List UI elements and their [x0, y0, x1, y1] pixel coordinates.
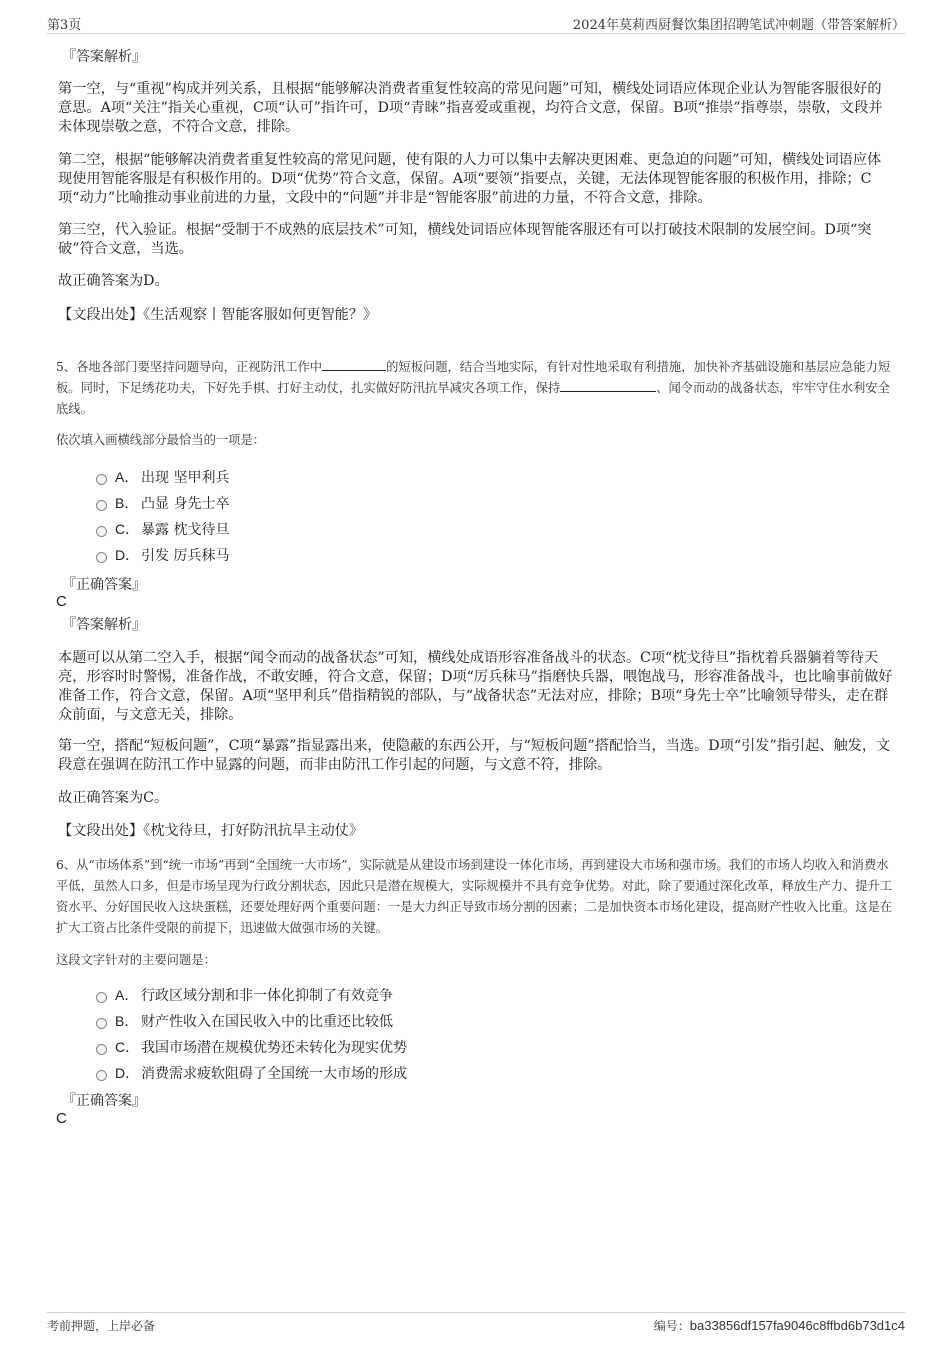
page-footer	[47, 1312, 905, 1335]
document-id: 编号：ba33856df157fa9046c8ffbd6b73d1c4	[653, 1318, 905, 1333]
q5-analysis-label: 『答案解析』	[62, 617, 146, 633]
radio-icon[interactable]	[96, 1070, 107, 1081]
radio-icon[interactable]	[96, 474, 107, 485]
q4-conclusion: 故正确答案为D。	[58, 273, 169, 289]
q6-prompt: 这段文字针对的主要问题是：	[56, 953, 216, 967]
radio-icon[interactable]	[96, 526, 107, 537]
radio-icon[interactable]	[96, 552, 107, 563]
q6-option-a[interactable]: A． 行政区域分割和非一体化抑制了有效竞争	[96, 984, 393, 1006]
radio-icon[interactable]	[96, 500, 107, 511]
radio-icon[interactable]	[96, 992, 107, 1003]
q4-analysis-paragraph-3: 第三空，代入验证。根据“受制于不成熟的底层技术”可知，横线处词语应体现智能客服还有可以打破技术限制的发展空间。D项“突破”符合文意，当选。	[58, 222, 872, 257]
q5-blank-1	[322, 357, 386, 371]
q6-stem: 6、从“市场体系”到“统一市场”再到“全国统一大市场”，实际就是从建设市场到建设一体化市场，再到建设大市场和强市场。我们的市场人均收入和消费水平低，虽然人口多，但是市场呈现为行政分割状态，因此只是潜在规模大，实际规模并不具有竞争优势。对此，除了要通过深化改革，释放生产力、提升工资水平、分好国民收入这块蛋糕，还要处理好两个重要问题：一是大力纠正导致市场分割的因素；二是加快资本市场化建设，提高财产性收入比重。这是在扩大工资占比条件受限的前提下，迅速做大做强市场的关键。	[56, 858, 893, 935]
page-number: 第3页	[47, 18, 82, 33]
q6-option-c[interactable]: C． 我国市场潜在规模优势还未转化为现实优势	[96, 1036, 407, 1058]
q5-option-b[interactable]: B． 凸显 身先士卒	[96, 492, 229, 514]
q5-option-c[interactable]: C． 暴露 枕戈待旦	[96, 518, 229, 540]
q4-analysis-paragraph-1: 第一空，与“重视”构成并列关系，且根据“能够解决消费者重复性较高的常见问题”可知，横线处词语应体现企业认为智能客服很好的意思。A项“关注”指关心重视，C项“认可”指许可，D项“青睐”指喜爱或重视，均符合文意，保留。B项“推崇”指尊崇，崇敬，文段并未体现崇敬之意，不符合文意，排除。	[58, 81, 883, 135]
q5-option-a[interactable]: A． 出现 坚甲利兵	[96, 466, 229, 488]
q5-analysis-paragraph-2: 第一空，搭配“短板问题”，C项“暴露”指显露出来，使隐蔽的东西公开，与“短板问题”搭配恰当，当选。D项“引发”指引起、触发，文段意在强调在防汛工作中显露的问题，而非由防汛工作引起的问题，与文意不符，排除。	[58, 738, 891, 773]
q5-blank-2	[560, 378, 656, 392]
q5-correct-label: 『正确答案』	[62, 577, 146, 593]
q5-stem: 5、各地各部门要坚持问题导向，正视防汛工作中 的短板问题，结合当地实际，有针对性地采取有利措施，加快补齐基础设施和基层应急能力短板。同时，下足绣花功夫，下好先手棋、打好主动仗，扎实做好防汛抗旱减灾各项工作，保持 、闻令而动的战备状态，牢牢守住水利安全底线。	[56, 357, 898, 420]
q5-option-d[interactable]: D． 引发 厉兵秣马	[96, 544, 229, 566]
q6-correct-answer: C	[56, 1110, 67, 1127]
q6-correct-label: 『正确答案』	[62, 1093, 146, 1109]
page-header	[47, 14, 905, 34]
q4-analysis-paragraph-2: 第二空，根据“能够解决消费者重复性较高的常见问题，使有限的人力可以集中去解决更困难、更急迫的问题”可知，横线处词语应体现使用智能客服是有积极作用的。D项“优势”符合文意，保留。A项“要领”指要点，关键，无法体现智能客服的积极作用，排除；C项“动力”比喻推动事业前进的力量，文段中的“问题”并非是“智能客服”前进的力量，不符合文意，排除。	[58, 152, 882, 206]
q5-source: 【文段出处】《枕戈待旦，打好防汛抗旱主动仗》	[58, 823, 364, 839]
q5-correct-answer: C	[56, 593, 67, 610]
radio-icon[interactable]	[96, 1018, 107, 1029]
footer-slogan: 考前押题，上岸必备	[47, 1319, 156, 1333]
q4-source: 【文段出处】《生活观察丨智能客服如何更智能？》	[58, 307, 378, 323]
q5-analysis-paragraph-1: 本题可以从第二空入手，根据“闻令而动的战备状态”可知，横线处成语形容准备战斗的状态。C项“枕戈待旦”指枕着兵器躺着等待天亮，形容时时警惕，准备作战，不敢安睡，符合文意，保留；D项“厉兵秣马”指磨快兵器，喂饱战马，形容准备战斗，也比喻事前做好准备工作，符合文意，保留。A项“坚甲利兵”借指精锐的部队，与“战备状态”无法对应，排除；B项“身先士卒”比喻领导带头，走在群众前面，与文意无关，排除。	[58, 650, 893, 723]
q4-analysis-label: 『答案解析』	[62, 49, 146, 65]
q5-conclusion: 故正确答案为C。	[58, 790, 169, 806]
q6-option-b[interactable]: B． 财产性收入在国民收入中的比重还比较低	[96, 1010, 393, 1032]
radio-icon[interactable]	[96, 1044, 107, 1055]
document-title: 2024年莫莉西厨餐饮集团招聘笔试冲刺题（带答案解析）	[572, 18, 905, 33]
q6-option-d[interactable]: D． 消费需求疲软阻碍了全国统一大市场的形成	[96, 1062, 407, 1084]
q5-prompt: 依次填入画横线部分最恰当的一项是：	[56, 433, 266, 447]
